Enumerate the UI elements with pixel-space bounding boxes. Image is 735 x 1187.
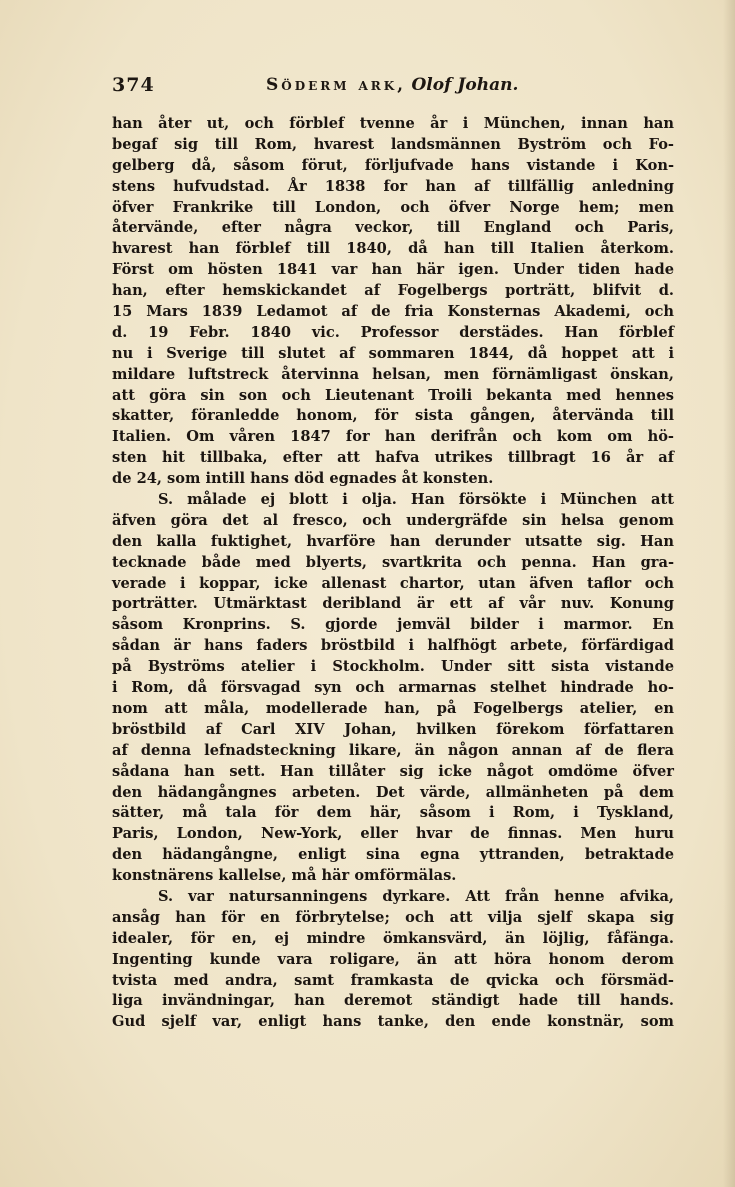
text-line: gelberg då, såsom förut, förljufvade hans vistande i Kon-: [112, 156, 674, 174]
text-line: att göra sin son och Lieutenant Troili bekanta med hennes: [112, 386, 674, 404]
text-line: porträtter. Utmärktast deribland är ett af vår nuv. Konung: [112, 595, 674, 613]
text-line: på Byströms atelier i Stockholm. Under sitt sista vistande: [112, 658, 674, 676]
text-line: den hädangångne, enligt sina egna yttranden, betraktade: [112, 846, 674, 864]
text-line: 15 Mars 1839 Ledamot af de fria Konsternas Akademi, och: [112, 303, 674, 321]
text-line: nu i Sverige till slutet af sommaren 1844, då hoppet att i: [112, 344, 674, 362]
text-line: stens hufvudstad. År 1838 for han af tillfällig anledning: [112, 177, 674, 195]
text-line: skatter, föranledde honom, för sista gången, återvända till: [112, 407, 674, 425]
text-line: d. 19 Febr. 1840 vic. Professor derstädes. Han förblef: [112, 323, 674, 341]
text-line: sätter, må tala för dem här, såsom i Rom, i Tyskland,: [112, 804, 674, 822]
text-line: konstnärens kallelse, må här omförmälas.: [112, 867, 457, 885]
text-line: han, efter hemskickandet af Fogelbergs porträtt, blifvit d.: [112, 282, 674, 300]
text-line: den kalla fuktighet, hvarföre han derunder utsatte sig. Han: [112, 532, 674, 550]
text-line: Italien. Om våren 1847 for han derifrån och kom om hö-: [112, 428, 674, 446]
page-header: [112, 72, 672, 102]
text-line: återvände, efter några veckor, till England och Paris,: [112, 219, 674, 237]
text-line: hvarest han förblef till 1840, då han till Italien återkom.: [112, 240, 674, 258]
text-line: äfven göra det al fresco, och undergräfde sin helsa genom: [112, 511, 674, 529]
text-line: Ingenting kunde vara roligare, än att höra honom derom: [112, 950, 674, 968]
text-line: tecknade både med blyerts, svartkrita och penna. Han gra-: [112, 553, 674, 571]
text-line: sådana han sett. Han tillåter sig icke något omdöme öfver: [112, 762, 674, 780]
text-line: mildare luftstreck återvinna helsan, men förnämligast önskan,: [112, 365, 674, 383]
text-line: begaf sig till Rom, hvarest landsmännen Byström och Fo-: [112, 135, 674, 153]
text-line: i Rom, då försvagad syn och armarnas stelhet hindrade ho-: [112, 679, 674, 697]
text-line: Paris, London, New-York, eller hvar de finnas. Men huru: [112, 825, 674, 843]
text-line: idealer, för en, ej mindre ömkansvärd, än löjlig, fåfänga.: [112, 929, 674, 947]
page-edge-shadow: [723, 0, 735, 1187]
text-line: sådan är hans faders bröstbild i halfhögt arbete, förfärdigad: [112, 637, 674, 655]
text-line: af denna lefnadsteckning likare, än någon annan af de flera: [112, 741, 674, 759]
body-text: [112, 114, 674, 1033]
text-line: Först om hösten 1841 var han här igen. Under tiden hade: [112, 261, 674, 279]
text-line: Gud sjelf var, enligt hans tanke, den ende konstnär, som: [112, 1013, 674, 1031]
running-head: [266, 75, 518, 95]
text-line: nom att måla, modellerade han, på Fogelbergs atelier, en: [112, 699, 674, 717]
text-line: tvista med andra, samt framkasta de qvicka och försmäd-: [112, 971, 674, 989]
text-line: S. målade ej blott i olja. Han försökte i München att: [158, 491, 674, 509]
text-line: öfver Frankrike till London, och öfver Norge hem; men: [112, 198, 674, 216]
text-line: såsom Kronprins. S. gjorde jemväl bilder i marmor. En: [112, 616, 674, 634]
text-line: verade i koppar, icke allenast chartor, utan äfven taflor och: [112, 574, 674, 592]
text-line: S. var natursanningens dyrkare. Att från henne afvika,: [158, 887, 674, 905]
text-line: han åter ut, och förblef tvenne år i München, innan han: [112, 115, 674, 132]
text-line: liga invändningar, han deremot ständigt hade till hands.: [112, 992, 674, 1010]
running-head-given-name: Olof Johan.: [411, 75, 519, 95]
text-line: de 24, som intill hans död egnades åt konsten.: [112, 470, 494, 488]
running-head-surname: Söderm ark,: [266, 75, 407, 95]
text-line: sten hit tillbaka, efter att hafva utrikes tillbragt 16 år af: [112, 449, 674, 467]
page-number: 374: [112, 74, 155, 96]
text-line: den hädangångnes arbeten. Det värde, allmänheten på dem: [112, 783, 674, 801]
text-line: ansåg han för en förbrytelse; och att vilja sjelf skapa sig: [112, 908, 674, 926]
text-line: bröstbild af Carl XIV Johan, hvilken förekom författaren: [112, 720, 674, 738]
